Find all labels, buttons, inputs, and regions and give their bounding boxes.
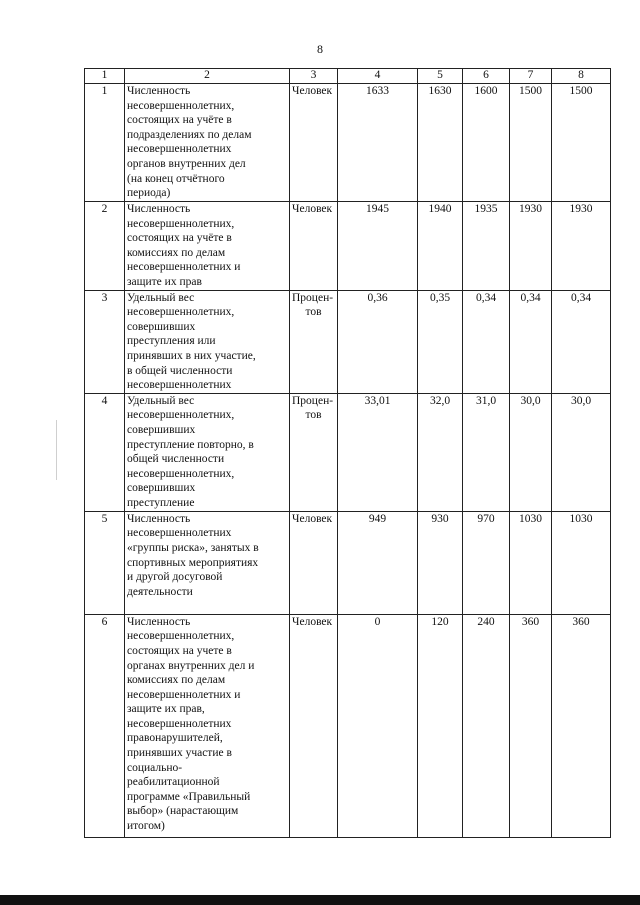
indicator-name-line: комиссиях по делам — [127, 246, 226, 259]
table-row — [85, 393, 611, 511]
indicator-name-line: совершивших — [127, 320, 196, 333]
table-row — [85, 614, 611, 837]
value-cell: 0,34 — [552, 290, 611, 393]
value-cell: 33,01 — [338, 393, 418, 511]
value-cell: 30,0 — [552, 393, 611, 511]
indicator-name-line: органах внутренних дел и — [127, 659, 255, 672]
table-row — [85, 202, 611, 291]
value-cell: 240 — [463, 614, 510, 837]
indicator-name-line: программе «Правильный — [127, 790, 251, 803]
indicator-name-line: преступление — [127, 496, 195, 509]
indicator-name-line: Численность — [127, 512, 191, 525]
unit-cell — [290, 393, 338, 511]
indicator-name-line: защите их прав, — [127, 703, 205, 716]
table-header-row — [85, 69, 611, 84]
indicator-name-line: деятельности — [127, 585, 193, 598]
value-cell: 30,0 — [510, 393, 552, 511]
unit-line: Процен- — [292, 394, 334, 407]
indicator-name-cell — [125, 393, 290, 511]
value-cell: 1030 — [552, 511, 611, 614]
value-cell: 32,0 — [418, 393, 463, 511]
row-number-cell: 2 — [85, 202, 125, 291]
header-cell: 3 — [290, 69, 338, 84]
indicator-name-line: несовершеннолетних — [127, 379, 232, 392]
indicator-name-cell — [125, 614, 290, 837]
row-number-cell: 3 — [85, 290, 125, 393]
unit-cell: Человек — [290, 614, 338, 837]
value-cell: 1500 — [552, 84, 611, 202]
indicator-name-line: принявших в них участие, — [127, 349, 256, 362]
row-number-cell: 4 — [85, 393, 125, 511]
indicator-name-line: Численность — [127, 203, 191, 215]
indicator-name-line: несовершеннолетних и — [127, 688, 241, 701]
unit-line: Процен- — [292, 291, 334, 304]
unit-line: тов — [305, 409, 322, 422]
value-cell: 1930 — [552, 202, 611, 291]
indicator-name-line: Численность — [127, 85, 191, 97]
indicator-name-line: несовершеннолетних — [127, 717, 232, 730]
indicator-name-line: реабилитационной — [127, 776, 220, 789]
indicator-name-line: и другой досуговой — [127, 571, 223, 584]
unit-cell: Человек — [290, 511, 338, 614]
indicator-name-line: состоящих на учёте в — [127, 114, 232, 127]
value-cell: 930 — [418, 511, 463, 614]
scan-artifact — [56, 420, 57, 480]
value-cell: 120 — [418, 614, 463, 837]
value-cell: 1940 — [418, 202, 463, 291]
table-row — [85, 511, 611, 614]
header-cell: 5 — [418, 69, 463, 84]
value-cell: 1030 — [510, 511, 552, 614]
value-cell: 0,34 — [510, 290, 552, 393]
indicator-name-line: итогом) — [127, 820, 165, 833]
header-cell: 7 — [510, 69, 552, 84]
indicator-name-line: несовершеннолетних и — [127, 261, 241, 274]
indicators-table — [84, 68, 611, 838]
row-number-cell: 1 — [85, 84, 125, 202]
indicator-name-cell — [125, 511, 290, 614]
value-cell: 1945 — [338, 202, 418, 291]
value-cell: 31,0 — [463, 393, 510, 511]
indicator-name-line: совершивших — [127, 482, 196, 495]
scan-bottom-edge — [0, 895, 640, 905]
indicator-name-line: (на конец отчётного — [127, 172, 225, 185]
indicator-name-line: правонарушителей, — [127, 732, 223, 745]
indicator-name-line: периода) — [127, 187, 171, 200]
indicator-name-line: несовершеннолетних, — [127, 467, 235, 480]
indicator-name-line: Удельный вес — [127, 291, 195, 304]
indicator-name-line: несовершеннолетних, — [127, 217, 235, 230]
indicator-name-line: несовершеннолетних, — [127, 99, 235, 112]
row-number-cell: 5 — [85, 511, 125, 614]
indicator-name-line: органов внутренних дел — [127, 157, 246, 170]
unit-cell: Человек — [290, 202, 338, 291]
row-number-cell: 6 — [85, 614, 125, 837]
value-cell: 0,35 — [418, 290, 463, 393]
page-number: 8 — [317, 42, 323, 56]
indicator-name-line: общей численности — [127, 453, 225, 466]
indicator-name-line: Численность — [127, 615, 191, 628]
table-row — [85, 290, 611, 393]
header-cell: 2 — [125, 69, 290, 84]
indicator-name-line: преступление повторно, в — [127, 438, 254, 451]
indicator-name-line: «группы риска», занятых в — [127, 541, 259, 554]
indicator-name-line: несовершеннолетних — [127, 527, 232, 540]
indicator-name-line: принявших участие в — [127, 747, 232, 760]
indicator-name-line: социально- — [127, 761, 183, 774]
value-cell: 1930 — [510, 202, 552, 291]
value-cell: 1600 — [463, 84, 510, 202]
indicator-name-line: несовершеннолетних, — [127, 409, 235, 422]
indicator-name-line: состоящих на учёте в — [127, 232, 232, 245]
indicator-name-line: состоящих на учете в — [127, 644, 232, 657]
indicator-name-line: несовершеннолетних, — [127, 306, 235, 319]
header-cell: 1 — [85, 69, 125, 84]
indicator-name-line: несовершеннолетних — [127, 143, 232, 156]
indicator-name-line: защите их прав — [127, 275, 202, 288]
indicator-name-line: совершивших — [127, 423, 196, 436]
unit-cell: Человек — [290, 84, 338, 202]
value-cell: 1500 — [510, 84, 552, 202]
value-cell: 970 — [463, 511, 510, 614]
value-cell: 1630 — [418, 84, 463, 202]
value-cell: 0,34 — [463, 290, 510, 393]
indicator-name-line: преступления или — [127, 335, 216, 348]
value-cell: 360 — [510, 614, 552, 837]
indicator-name-line: комиссиях по делам — [127, 674, 226, 687]
header-cell: 4 — [338, 69, 418, 84]
value-cell: 0 — [338, 614, 418, 837]
indicator-name-cell — [125, 202, 290, 291]
header-cell: 6 — [463, 69, 510, 84]
value-cell: 1935 — [463, 202, 510, 291]
unit-cell — [290, 290, 338, 393]
value-cell: 360 — [552, 614, 611, 837]
indicator-name-line: Удельный вес — [127, 394, 195, 407]
unit-line: тов — [305, 306, 322, 319]
indicator-name-line: подразделениях по делам — [127, 128, 252, 141]
indicator-name-line: выбор» (нарастающим — [127, 805, 239, 818]
indicator-name-line: спортивных мероприятиях — [127, 556, 259, 569]
indicator-name-line: в общей численности — [127, 364, 233, 377]
indicator-name-cell — [125, 84, 290, 202]
indicator-name-cell — [125, 290, 290, 393]
value-cell: 0,36 — [338, 290, 418, 393]
value-cell: 949 — [338, 511, 418, 614]
header-cell: 8 — [552, 69, 611, 84]
table-row — [85, 84, 611, 202]
indicator-name-line: несовершеннолетних, — [127, 630, 235, 643]
value-cell: 1633 — [338, 84, 418, 202]
